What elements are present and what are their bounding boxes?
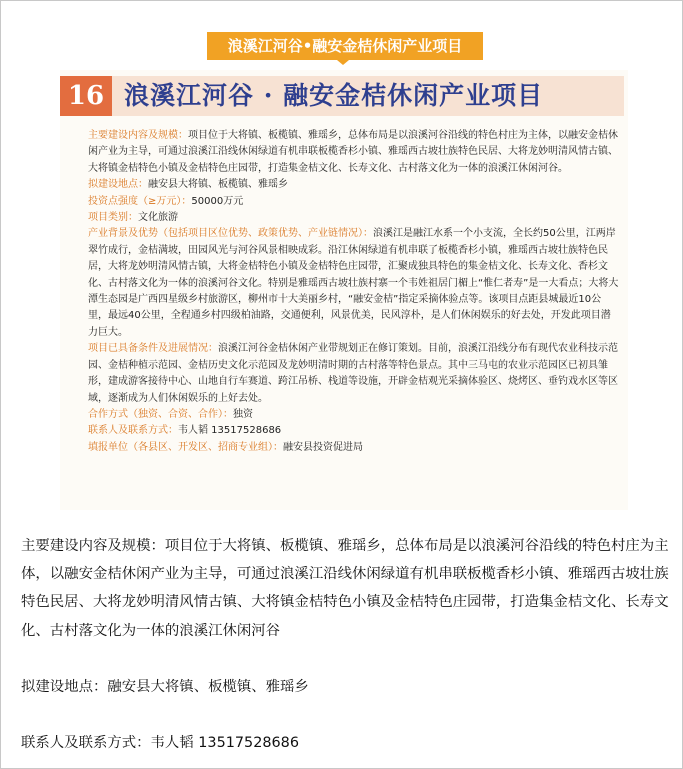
- scale-section: [88, 128, 620, 177]
- body-paragraph-contact: 联系人及联系方式：韦人韬 13517528686: [21, 735, 299, 752]
- doc-heading: [60, 76, 624, 116]
- background-label: 产业背景及优势（包括项目区位优势、政策优势、产业链情况）：: [88, 228, 373, 240]
- invest-label: 投资点强度（≥万元）：: [88, 195, 192, 207]
- contact-label: 联系人及联系方式：: [88, 425, 178, 437]
- coop-section: [88, 407, 620, 423]
- site-text: 融安县大将镇、板榄镇、雅瑶乡: [148, 179, 288, 191]
- category-section: [88, 210, 620, 226]
- coop-label: 合作方式（独资、合资、合作）：: [88, 408, 233, 420]
- project-title: 浪溪江河谷 · 融安金桔休闲产业项目: [124, 81, 544, 110]
- site-section: [88, 177, 620, 193]
- unit-text: 融安县投资促进局: [283, 441, 363, 453]
- conditions-text: 浪溪江河谷金桔休闲产业带规划正在修订策划。目前，浪溪江沿线分布有现代农业科技示范园、金桔种植示范园、金桔历史文化示范园及龙妙明清时期的古村落等特色景点。其中三马屯的农业示范园区已初具雏形，建成游客接待中心、山地自行车赛道、跨江吊桥、栈道等设施，开辟金桔观光采摘体验区、烧烤区、垂钓戏水区等区域，逐渐成为人们休闲娱乐的上好去处。: [88, 343, 618, 404]
- conditions-label: 项目已具备条件及进展情况：: [88, 343, 218, 355]
- contact-text: 韦人韬 13517528686: [178, 425, 282, 437]
- project-number: 16: [60, 76, 112, 116]
- doc-body: [88, 128, 620, 456]
- unit-label: 填报单位（各县区、开发区、招商专业组）：: [88, 441, 283, 453]
- unit-section: [88, 440, 620, 456]
- coop-text: 独资: [233, 408, 253, 420]
- background-text: 浪溪江是融江水系一个小支流，全长约50公里，江两岸翠竹成行，金桔满坡，田园风光与河谷风景相映成彩。沿江休闲绿道有机串联了板榄香杉小镇，雅瑶西古坡壮族特色民居，大将龙妙明清风情古镇，大将金桔特色小镇及金桔特色庄园带，汇聚成独具特色的集金桔文化、长寿文化、香杉文化、古村落文化为一体的浪溪河谷文化。特别是雅瑶西古坡壮族村寨一个韦姓祖居门楣上“惟仁者寿”是一大看点；大将大潭生态园是广西四星级乡村旅游区，柳州市十大美丽乡村，“融安金桔”指定采摘体验点等。该项目点距县城最近10公里，最远40公里，全程通乡村四级柏油路，交通便利，风景优美，民风淳朴，是人们休闲娱乐的好去处，开发此项目潜力巨大。: [88, 228, 619, 338]
- article-body: [21, 532, 671, 757]
- scale-text: 项目位于大将镇、板榄镇、雅瑶乡，总体布局是以浪溪河谷沿线的特色村庄为主体，以融安金桔休闲产业为主导，可通过浪溪江沿线休闲绿道有机串联板榄香杉小镇、雅瑶西古坡壮族特色民居、大将龙妙明清风情古镇、大将镇金桔特色小镇及金桔特色庄园带，打造集金桔文化、长寿文化、古村落文化为一体的浪溪江休闲河谷。: [88, 130, 618, 174]
- tag-pointer: [337, 60, 349, 65]
- scale-label: 主要建设内容及规模：: [88, 130, 188, 141]
- body-paragraph-site: 拟建设地点：融安县大将镇、板榄镇、雅瑶乡: [21, 678, 309, 695]
- contact-section: [88, 423, 620, 439]
- conditions-section: [88, 341, 620, 407]
- category-label: 项目类别：: [88, 212, 138, 224]
- category-text: 文化旅游: [138, 212, 178, 224]
- project-tag: 浪溪江河谷•融安金桔休闲产业项目: [207, 32, 483, 60]
- invest-text: 50000万元: [191, 195, 244, 207]
- body-paragraph-scale: 主要建设内容及规模：项目位于大将镇、板榄镇、雅瑶乡，总体布局是以浪溪河谷沿线的特色村庄为主体，以融安金桔休闲产业为主导，可通过浪溪江沿线休闲绿道有机串联板榄香杉小镇、雅瑶西古坡壮族特色民居、大将龙妙明清风情古镇、大将镇金桔特色小镇及金桔特色庄园带，打造集金桔文化、长寿文化、古村落文化为一体的浪溪江休闲河谷: [21, 538, 669, 639]
- background-section: [88, 226, 620, 341]
- site-label: 拟建设地点：: [88, 179, 148, 191]
- invest-section: [88, 194, 620, 210]
